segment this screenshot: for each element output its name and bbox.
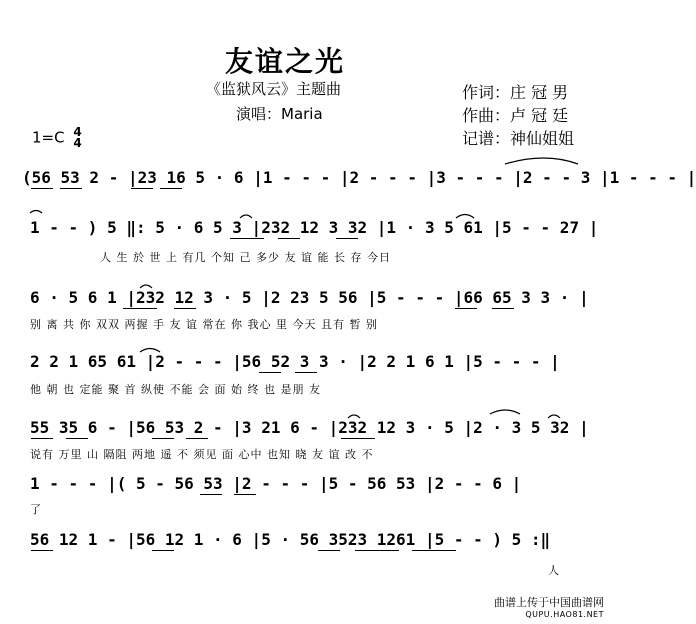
composer-credit: 作曲：卢 冠 廷 [462,106,569,125]
score-row-4: 2 2 1 65 61 |2 - - - |56 52 3 3 · |2 2 1 6 1 |5 - - - | [30,352,560,371]
lyrics-row-3: 别 离 共 你 双双 两握 手 友 谊 常在 你 我心 里 今天 且有 暂 别 [30,318,378,331]
score-row-1: (56 53 2 - |23 16 5 · 6 |1 - - - |2 - - - |3 - - - |2 - - 3 |1 - - - | [22,168,696,187]
score-row-7: 56 12 1 - |56 12 1 · 6 |5 · 56 3523 1261 |5 - - ) 5 :‖ [30,530,551,549]
score-row-2: 1 - - ) 5 ‖: 5 · 6 5 3 |232 12 3 32 |1 · 3 5 61 |5 - - 27 | [30,218,599,237]
time-bottom: 4 [73,136,82,150]
score-row-6: 1 - - - |( 5 - 56 53 |2 - - - |5 - 56 53 |2 - - 6 | [30,474,522,493]
score-row-5: 55 35 6 - |56 53 2 - |3 21 6 - |232 12 3 · 5 |2 · 3 5 32 | [30,418,589,437]
song-subtitle: 《监狱风云》主题曲 [206,80,342,98]
song-title: 友谊之光 [224,45,345,78]
key-label: 1=C [32,128,65,147]
lyrics-row-2: 人 生 於 世 上 有几 个知 己 多少 友 谊 能 长 存 今日 [100,251,391,264]
singer-credit: 演唱：Maria [236,105,323,123]
lyrics-row-4: 他 朝 也 定能 聚 首 纵使 不能 会 面 始 终 也 是朋 友 [30,383,321,396]
watermark-site-name: 曲谱上传于中国曲谱网 [494,596,604,609]
site-watermark [494,597,604,621]
score-row-3: 6 · 5 6 1 |232 12 3 · 5 |2 23 5 56 |5 - - - |66 65 3 3 · | [30,288,589,307]
lyrics-row-7: 人 [548,564,560,577]
lyrics-row-6: 了 [30,503,42,516]
lyricist-credit: 作词：庄 冠 男 [462,83,569,102]
time-top: 4 [73,125,82,139]
transcriber-credit: 记谱：神仙姐姐 [462,129,575,148]
watermark-url: QUPU.HAO81.NET [525,610,604,619]
lyrics-row-5: 说有 万里 山 隔阻 两地 遥 不 须见 面 心中 也知 晓 友 谊 改 不 [30,448,374,461]
